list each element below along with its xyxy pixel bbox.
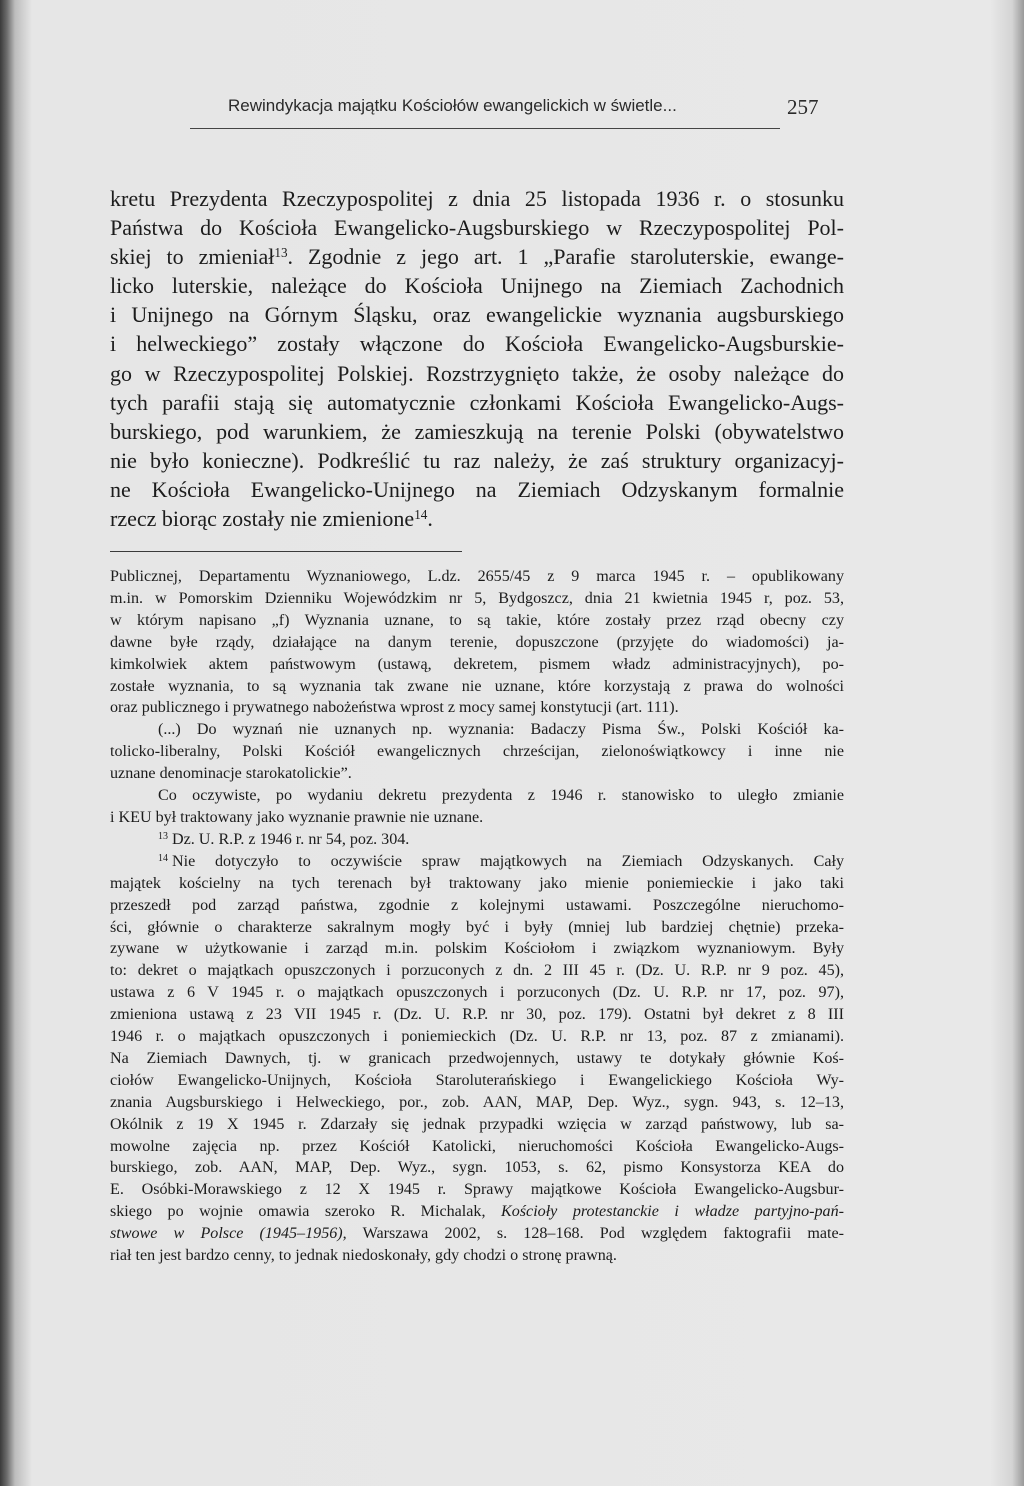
- text-line: licko luterskie, należące do Kościoła Unijnego na Ziemiach Zachodnich: [110, 273, 844, 299]
- footnote-line: uznane denominacje starokatolickie”.: [110, 765, 352, 783]
- text-line: burskiego, pod warunkiem, że zamieszkują na terenie Polski (obywatelstwo: [110, 418, 844, 444]
- footnote-line: 1946 r. o majątkach opuszczonych i poniemieckich (Dz. U. R.P. nr 13, poz. 87 z zmianami).: [110, 1028, 844, 1046]
- footnote-line: kimkolwiek aktem państwowym (ustawą, dekretem, pismem władz administracyjnych), po-: [110, 655, 844, 673]
- footnotes: [110, 566, 844, 1267]
- footnote-ref-14: 14: [414, 506, 428, 522]
- footnote-line: Publicznej, Departamentu Wyznaniowego, L.dz. 2655/45 z 9 marca 1945 r. – opublikowany: [110, 568, 844, 585]
- text-line: Państwa do Kościoła Ewangelicko-Augsburskiego w Rzeczypospolitej Pol-: [110, 215, 844, 241]
- footnote-line: stwowe w Polsce (1945–1956), Warszawa 2002, s. 128–168. Pod względem faktografii mate-: [110, 1225, 845, 1243]
- footnote-line: mowolne zajęcia np. przez Kościół Katolicki, nieruchomości Kościoła Ewangelicko-Augs-: [110, 1137, 844, 1155]
- footnote-line: Na Ziemiach Dawnych, tj. w granicach przedwojennych, ustawy te dotykały głównie Koś-: [110, 1049, 844, 1067]
- footnote-line: riał ten jest bardzo cenny, to jednak niedoskonały, gdy chodzi o stronę prawną.: [110, 1247, 617, 1265]
- footnote-line: E. Osóbki-Morawskiego z 12 X 1945 r. Sprawy majątkowe Kościoła Ewangelicko-Augsbur-: [110, 1181, 844, 1199]
- footnote-line: m.in. w Pomorskim Dzienniku Wojewódzkim nr 5, Bydgoszcz, dnia 21 kwietnia 1945 r, poz. 53,: [110, 589, 844, 607]
- footnote-rule: [110, 551, 462, 552]
- footnote-line: w którym napisano „f) Wyznania uznane, to są takie, które zostały przez rząd obecny czy: [110, 611, 844, 629]
- text-line: tych parafii stają się automatycznie członkami Kościoła Ewangelicko-Augs-: [110, 389, 844, 415]
- footnote-line: zywane w użytkowanie i zarząd m.in. polskim Kościołom i związkom wyznaniowym. Były: [110, 940, 844, 958]
- footnote-line: skiego po wojnie omawia szeroko R. Michalak, Kościoły protestanckie i władze partyjno-pań-: [110, 1203, 845, 1221]
- footnote-line: (...) Do wyznań nie uznanych np. wyznania: Badaczy Pisma Św., Polski Kościół ka-: [158, 721, 844, 739]
- footnote-line: dawne byłe rządy, działające na danym terenie, dopuszczone (przyjęte do wiadomości) ja-: [110, 633, 844, 651]
- text-line: rzecz biorąc zostały nie zmienione$^{14}$.: [110, 506, 433, 532]
- footnote-line: ustawa z 6 V 1945 r. o majątkach opuszczonych i porzuconych (Dz. U. R.P. nr 17, poz. 97),: [110, 984, 844, 1002]
- text-line: kretu Prezydenta Rzeczypospolitej z dnia 25 listopada 1936 r. o stosunku: [110, 186, 844, 211]
- footnote-number: 14: [158, 852, 168, 864]
- footnote-line: majątek kościelny na tych terenach był traktowany jako mienie poniemieckie i jako taki: [110, 874, 844, 892]
- text-line: i Unijnego na Górnym Śląsku, oraz ewangelickie wyznania augsburskiego: [110, 302, 844, 328]
- footnote-line: przeszedł pod zarząd państwa, zgodnie z kolejnymi ustawami. Poszczególne nieruchomo-: [110, 896, 844, 914]
- main-text: [110, 184, 844, 533]
- running-title: Rewindykacja majątku Kościołów ewangelickich w świetle...: [228, 96, 677, 115]
- footnote-14: $^{14}$ Nie dotyczyło to oczywiście spraw majątkowych na Ziemiach Odzyskanych. Cały: [158, 852, 844, 870]
- text-line: nie było konieczne). Podkreślić tu raz należy, że zaś struktury organizacyj-: [110, 447, 844, 473]
- text-line: ne Kościoła Ewangelicko-Unijnego na Ziemiach Odzyskanym formalnie: [110, 476, 844, 502]
- footnote-line: i KEU był traktowany jako wyznanie prawnie nie uznane.: [110, 808, 484, 826]
- page-number: 257: [787, 95, 819, 119]
- book-title: Kościoły protestanckie i władze partyjno-pań-: [501, 1203, 845, 1221]
- footnote-line: ści, głównie o charakterze sakralnym mogły być i były (mniej lub bardziej chętnie) przeka-: [110, 918, 844, 936]
- footnote-ref-13: 13: [274, 244, 288, 260]
- footnote-line: burskiego, zob. AAN, MAP, Dep. Wyz., sygn. 1053, s. 62, pismo Konsystorza KEA do: [110, 1159, 844, 1177]
- footnote-line: tolicko-liberalny, Polski Kościół ewangelicznych chrześcijan, zielonoświątkowcy i inne nie: [110, 743, 844, 761]
- footnote-number: 13: [158, 830, 168, 842]
- footnote-line: zmieniona ustawą z 23 VII 1945 r. (Dz. U. R.P. nr 30, poz. 179). Ostatni był dekret z 8 III: [110, 1006, 844, 1024]
- book-title: stwowe w Polsce (1945–1956),: [110, 1225, 347, 1243]
- footnote-line: to: dekret o majątkach opuszczonych i porzuconych z dn. 2 III 45 r. (Dz. U. R.P. nr 9 poz. 45),: [110, 962, 844, 980]
- footnote-line: Co oczywiste, po wydaniu dekretu prezydenta z 1946 r. stanowisko to uległo zmianie: [158, 787, 844, 805]
- text-line: i helweckiego” zostały włączone do Kościoła Ewangelicko-Augsburskie-: [110, 331, 844, 357]
- footnote-line: Okólnik z 19 X 1945 r. Zdarzały się jednak przypadki wzięcia w zarząd państwowy, lub sa-: [110, 1115, 844, 1133]
- footnote-line: zostałe wyznania, to są wyznania tak zwane nie uznane, które korzystają z prawa do wolności: [110, 677, 844, 695]
- footnote-13: $^{13}$ Dz. U. R.P. z 1946 r. nr 54, poz. 304.: [158, 830, 410, 848]
- text-line: skiej to zmieniał$^{13}$. Zgodnie z jego art. 1 „Parafie staroluterskie, ewange-: [110, 244, 845, 270]
- footnote-line: znania Augsburskiego i Helweckiego, por., zob. AAN, MAP, Dep. Wyz., sygn. 943, s. 12–13,: [110, 1093, 844, 1111]
- footnote-line: ciołów Ewangelicko-Unijnych, Kościoła Staroluterańskiego i Ewangelickiego Kościoła Wy-: [110, 1071, 844, 1089]
- text-line: go w Rzeczypospolitej Polskiej. Rozstrzygnięto także, że osoby należące do: [110, 360, 844, 386]
- footnote-line: oraz publicznego i prywatnego nabożeństwa wprost z mocy samej konstytucji (art. 111).: [110, 699, 679, 717]
- header-rule: [190, 128, 780, 129]
